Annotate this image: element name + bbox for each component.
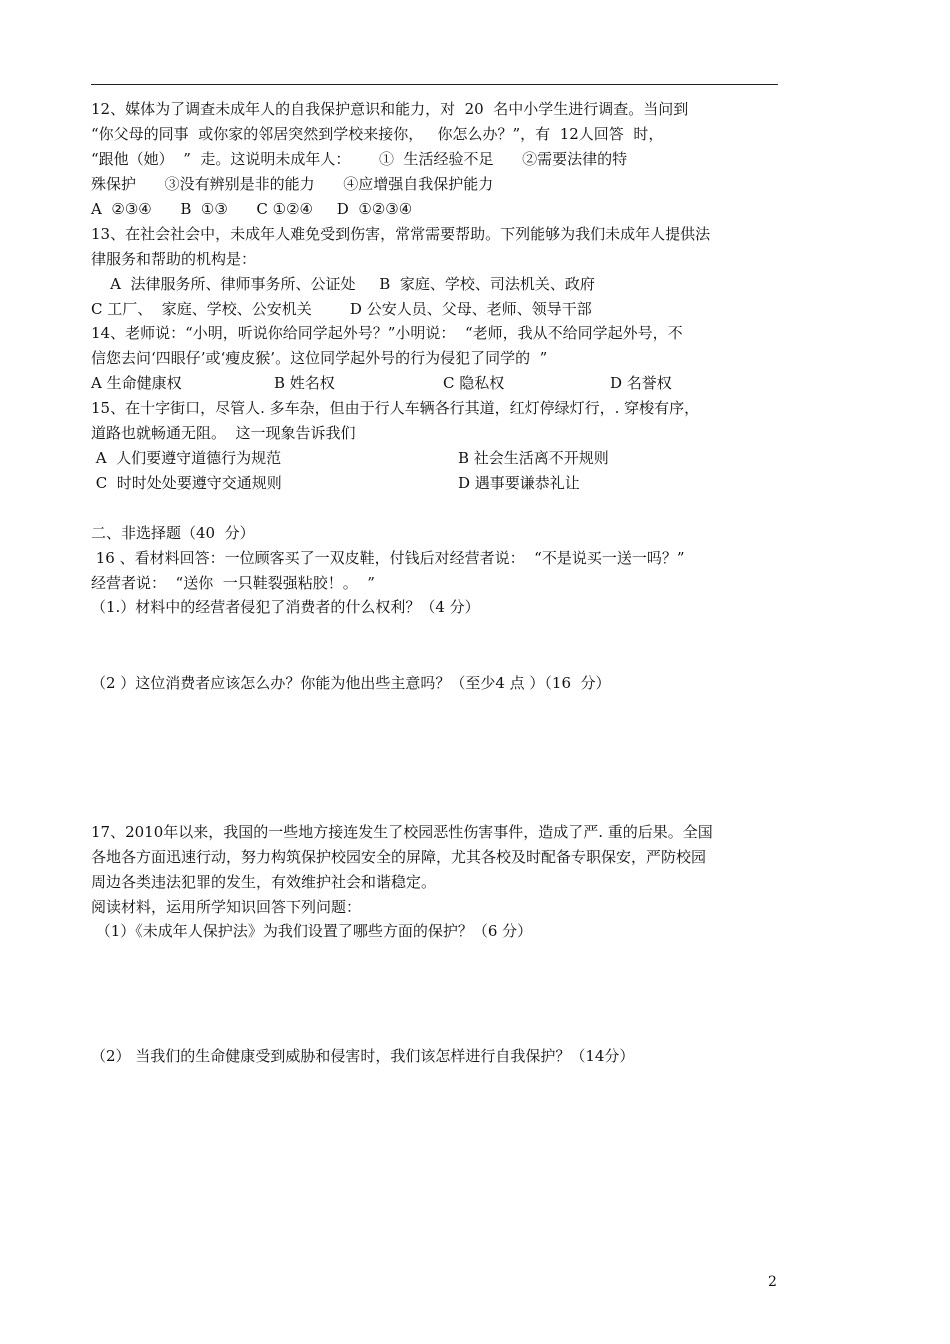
page-number: 2 (768, 1274, 777, 1290)
q15-option-b: B 社会生活离不开规则 (458, 449, 609, 467)
q14-option-c: C 隐私权 (443, 374, 505, 392)
q17-sub-2: （2） 当我们的生命健康受到威胁和侵害时，我们该怎样进行自我保护？（14分） (91, 1047, 635, 1065)
q13-options-cd: C 工厂、 家庭、学校、公安机关 D 公安人员、父母、老师、领导干部 (91, 300, 592, 318)
q13-line-2: 律服务和帮助的机构是： (91, 250, 257, 268)
q14-line-2: 信您去问‘四眼仔’或‘瘦皮猴’。这位同学起外号的行为侵犯了同学的 ” (91, 349, 548, 367)
q14-line-1: 14、老师说：“小明，听说你给同学起外号？”小明说： “老师，我从不给同学起外号，不 (91, 324, 683, 342)
q15-line-2: 道路也就畅通无阻。 这一现象告诉我们 (91, 424, 356, 442)
q15-line-1: 15、在十字街口，尽管人. 多车杂，但由于行人车辆各行其道，红灯停绿灯行，. 穿梭有序， (91, 399, 700, 417)
section-2-heading: 二、非选择题（40 分） (91, 524, 255, 542)
q14-option-a: A 生命健康权 (91, 374, 182, 392)
q17-line-3: 周边各类违法犯罪的发生，有效维护社会和谐稳定。 (91, 873, 437, 891)
q15-option-d: D 遇事要谦恭礼让 (458, 474, 580, 492)
q14-option-d: D 名誉权 (610, 374, 672, 392)
q12-line-3: “跟他（她） ” 走。这说明未成年人： ① 生活经验不足 ②需要法律的特 (91, 150, 628, 168)
q12-line-1: 12、媒体为了调查未成年人的自我保护意识和能力，对 20 名中小学生进行调查。当问到 (91, 100, 689, 118)
q17-line-2: 各地各方面迅速行动，努力构筑保护校园安全的屏障，尤其各校及时配备专职保安，严防校园 (91, 848, 707, 866)
q16-sub-2: （2 ）这位消费者应该怎么办？你能为他出些主意吗？（至少4 点 ）（16 分） (91, 674, 611, 692)
q15-option-c: C 时时处处要遵守交通规则 (91, 474, 282, 492)
q13-options-ab: A 法律服务所、律师事务所、公证处 B 家庭、学校、司法机关、政府 (91, 275, 595, 293)
q16-sub-1: （1.）材料中的经营者侵犯了消费者的什么权利？（4 分） (91, 598, 480, 616)
q12-line-4: 殊保护 ③没有辨别是非的能力 ④应增强自我保护能力 (91, 175, 494, 193)
q15-option-a: A 人们要遵守道德行为规范 (91, 449, 282, 467)
q16-line-2: 经营者说： “送你 一只鞋裂强粘胶！。 ” (91, 574, 375, 592)
q12-line-2: “你父母的同事 或你家的邻居突然到学校来接你， 你怎么办？”，有 12人回答 时， (91, 125, 664, 143)
header-rule (91, 84, 778, 85)
q12-options: A ②③④ B ①③ C ①②④ D ①②③④ (91, 200, 413, 218)
q16-line-1: 16 、看材料回答：一位顾客买了一双皮鞋，付钱后对经营者说： “不是说买一送一吗？” (91, 549, 685, 567)
q17-line-4: 阅读材料，运用所学知识回答下列问题： (91, 898, 362, 916)
q13-line-1: 13、在社会社会中，未成年人难免受到伤害，常常需要帮助。下列能够为我们未成年人提供法 (91, 225, 711, 243)
q17-line-1: 17、2010年以来，我国的一些地方接连发生了校园恶性伤害事件，造成了严. 重的后果。全国 (91, 823, 713, 841)
q17-sub-1: （1）《未成年人保护法》为我们设置了哪些方面的保护？（6 分） (91, 922, 533, 940)
q14-option-b: B 姓名权 (274, 374, 335, 392)
